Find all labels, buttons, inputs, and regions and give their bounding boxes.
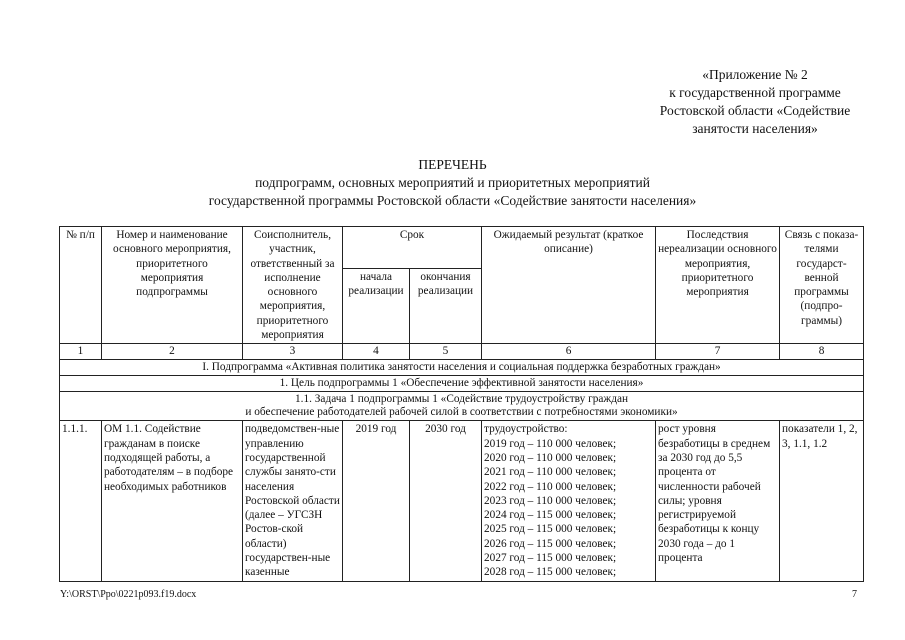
header-link: Связь с показа-телями государст-венной программы (подпро-граммы)	[780, 227, 864, 344]
result-line: 2020 год – 110 000 человек;	[484, 451, 617, 464]
column-number: 5	[410, 344, 482, 360]
column-number: 4	[343, 344, 410, 360]
result-line: 2021 год – 110 000 человек;	[484, 466, 617, 479]
row-executor: подведомствен-ные управлению государственной службы занято-сти населения Ростовской области (далее – УГСЗН Ростов-ской области) государствен-ные казенные	[243, 421, 343, 582]
task-title	[60, 392, 864, 421]
appendix-line: «Приложение № 2	[702, 67, 808, 82]
column-number: 2	[102, 344, 243, 360]
measures-table	[59, 226, 864, 582]
header-consequences: Последствия нереализации основного мероприятия, приоритетного мероприятия	[656, 227, 780, 344]
column-number: 1	[60, 344, 102, 360]
column-number: 3	[243, 344, 343, 360]
row-end: 2030 год	[410, 421, 482, 582]
goal-row	[60, 376, 864, 392]
goal-title: 1. Цель подпрограммы 1 «Обеспечение эффективной занятости населения»	[60, 376, 864, 392]
result-line: 2019 год – 110 000 человек;	[484, 437, 617, 450]
title-subtitle: подпрограмм, основных мероприятий и приоритетных мероприятий	[255, 175, 650, 190]
row-num: 1.1.1.	[60, 421, 102, 582]
row-consequences: рост уровня безработицы в среднем за 2030 год до 5,5 процента от численности рабочей силы; уровня регистрируемой безработицы к концу 2030 года – до 1 процента	[656, 421, 780, 582]
result-line: 2024 год – 115 000 человек;	[484, 509, 617, 522]
column-number: 6	[482, 344, 656, 360]
result-line: 2023 год – 110 000 человек;	[484, 494, 617, 507]
task-line: 1.1. Задача 1 подпрограммы 1 «Содействие трудоустройству граждан	[295, 393, 629, 406]
footer-file-path: Y:\ORST\Ppo\0221p093.f19.docx	[60, 589, 197, 600]
header-executor: Соисполнитель, участник, ответственный за исполнение основного мероприятия, приоритетного мероприятия	[243, 227, 343, 344]
task-row	[60, 392, 864, 421]
appendix-block	[600, 66, 905, 138]
result-line: 2027 год – 115 000 человек;	[484, 552, 617, 565]
header-term: Срок	[343, 227, 482, 269]
row-start: 2019 год	[343, 421, 410, 582]
header-result: Ожидаемый результат (краткое описание)	[482, 227, 656, 344]
result-line: 2026 год – 115 000 человек;	[484, 537, 617, 550]
header-num: № п/п	[60, 227, 102, 344]
document-title	[0, 156, 905, 210]
result-line: 2025 год – 115 000 человек;	[484, 523, 617, 536]
table-header-row	[60, 227, 864, 269]
footer-page-number: 7	[852, 589, 857, 600]
task-line: и обеспечение работодателей рабочей силой в соответствии с потребностями экономики»	[245, 406, 678, 419]
result-line: 2028 год – 115 000 человек;	[484, 566, 617, 579]
subprogram-row	[60, 360, 864, 376]
column-number: 8	[780, 344, 864, 360]
header-term-end: окончания реализации	[410, 268, 482, 344]
appendix-line: Ростовской области «Содействие	[659, 103, 851, 118]
appendix-line: занятости населения»	[692, 121, 818, 136]
header-name: Номер и наименование основного мероприятия, приоритетного мероприятия подпрограммы	[102, 227, 243, 344]
header-term-start: начала реализации	[343, 268, 410, 344]
result-line: 2022 год – 110 000 человек;	[484, 480, 617, 493]
appendix-line: к государственной программе	[669, 85, 841, 100]
row-name: ОМ 1.1. Содействие гражданам в поиске подходящей работы, а работодателям – в подборе необходимых работников	[102, 421, 243, 582]
column-number-row	[60, 344, 864, 360]
table-row	[60, 421, 864, 582]
row-result	[482, 421, 656, 582]
subprogram-title: I. Подпрограмма «Активная политика занятости населения и социальная поддержка безработных граждан»	[60, 360, 864, 376]
result-line: трудоустройство:	[484, 423, 568, 436]
title-subtitle: государственной программы Ростовской области «Содействие занятости населения»	[208, 193, 697, 208]
title-heading: ПЕРЕЧЕНЬ	[418, 157, 487, 172]
column-number: 7	[656, 344, 780, 360]
row-link: показатели 1, 2, 3, 1.1, 1.2	[780, 421, 864, 582]
